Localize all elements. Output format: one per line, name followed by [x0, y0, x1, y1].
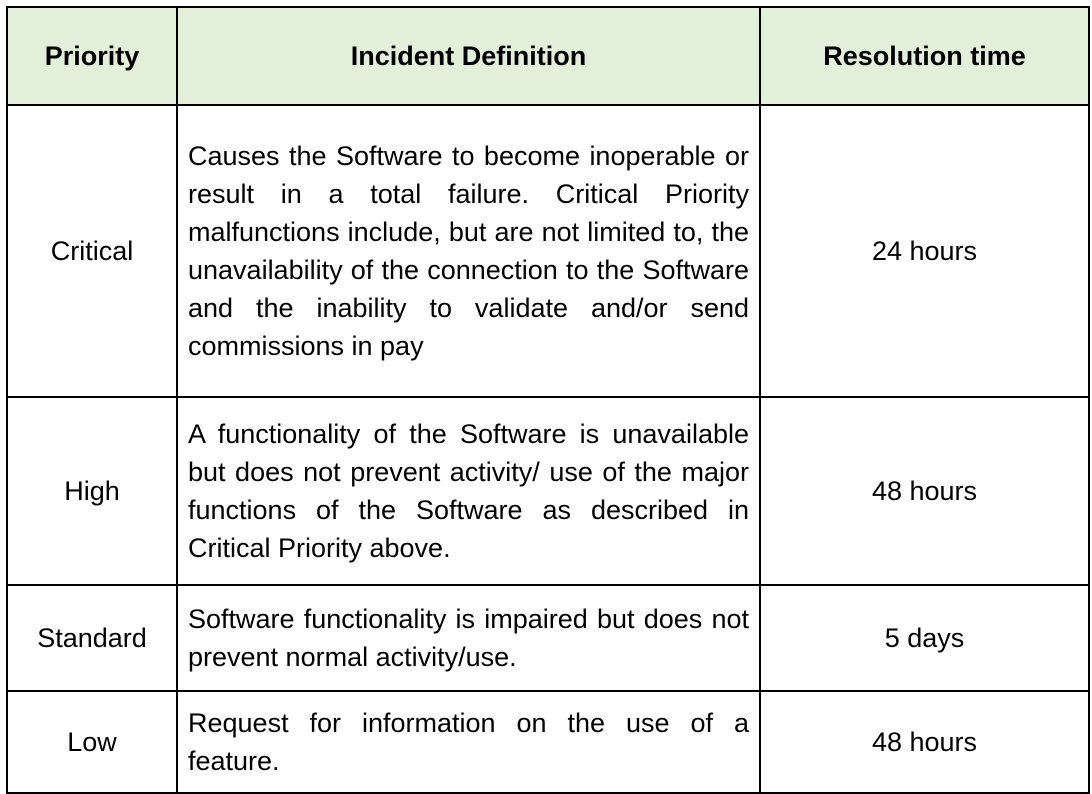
resolution-time-cell: 48 hours — [760, 397, 1089, 585]
priority-cell: High — [7, 397, 177, 585]
priority-cell: Low — [7, 691, 177, 793]
definition-cell: A functionality of the Software is unavailable but does not prevent activity/ use of the major functions of the Software as described in Critical Priority above. — [177, 397, 760, 585]
table-row — [7, 105, 1089, 397]
table-header-row — [7, 7, 1089, 105]
header-incident-definition: Incident Definition — [177, 7, 760, 105]
priority-cell: Standard — [7, 585, 177, 691]
definition-cell: Request for information on the use of a feature. — [177, 691, 760, 793]
resolution-time-cell: 24 hours — [760, 105, 1089, 397]
definition-cell: Causes the Software to become inoperable or result in a total failure. Critical Priority malfunctions include, but are not limited to, the unavailability of the connection to the Software and the inability to validate and/or send commissions in pay — [177, 105, 760, 397]
header-resolution-time: Resolution time — [760, 7, 1089, 105]
priority-resolution-table — [6, 6, 1090, 794]
table-row — [7, 691, 1089, 793]
resolution-time-cell: 48 hours — [760, 691, 1089, 793]
table-row — [7, 397, 1089, 585]
resolution-time-cell: 5 days — [760, 585, 1089, 691]
priority-cell: Critical — [7, 105, 177, 397]
table-row — [7, 585, 1089, 691]
header-priority: Priority — [7, 7, 177, 105]
definition-cell: Software functionality is impaired but does not prevent normal activity/use. — [177, 585, 760, 691]
